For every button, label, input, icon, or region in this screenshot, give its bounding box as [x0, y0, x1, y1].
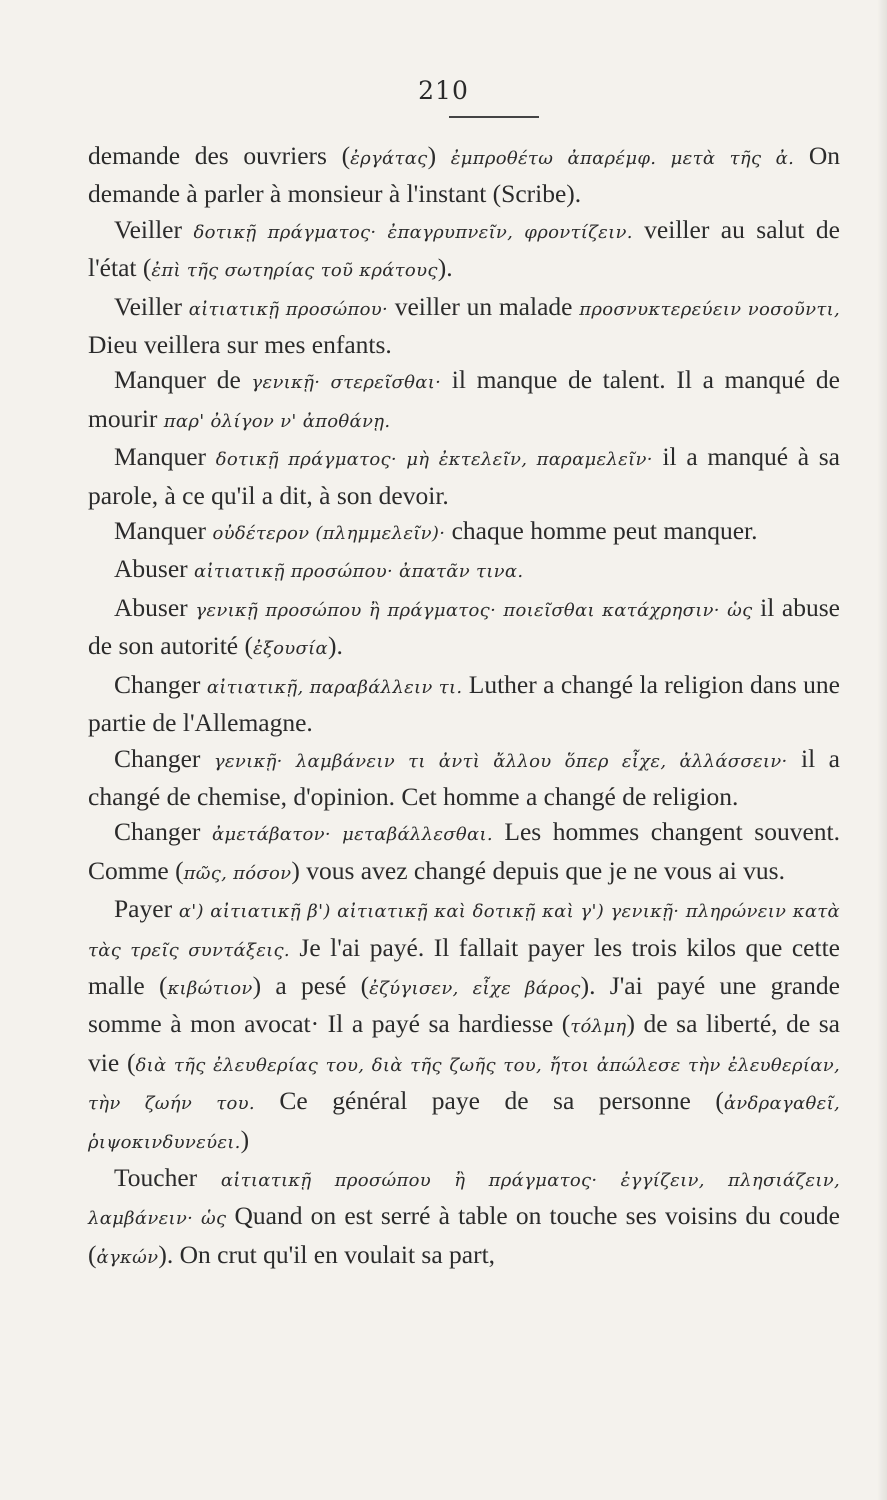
- french-text: Je l'ai payé. Il fallait payer les trois kilos que cette malle (: [88, 932, 840, 1000]
- paragraph: [88, 741, 840, 815]
- french-text: Les hommes changent souvent. Comme (: [88, 817, 840, 885]
- paragraph: [88, 590, 840, 667]
- paragraph: [88, 667, 840, 741]
- french-text: Changer: [114, 743, 214, 773]
- paragraph: [88, 814, 840, 891]
- french-text: il abuse de son autorité (: [88, 592, 840, 661]
- greek-text: ἀμετάβατον· μεταβάλλεσθαι.: [211, 824, 493, 846]
- french-text: Luther a changé la religion dans une partie de l'Allemagne.: [88, 669, 841, 738]
- greek-text: δοτικῇ πράγματος· μὴ ἐκτελεῖν, παραμελεῖν·: [215, 449, 653, 471]
- paragraph: [88, 513, 840, 551]
- french-text: On demande à parler à monsieur à l'instant (Scribe).: [88, 141, 840, 209]
- greek-text: γενικῇ· στερεῖσθαι·: [251, 372, 442, 394]
- greek-text: αἰτιατικῇ προσώπου· ἀπατᾶν τινα.: [194, 561, 524, 583]
- french-text: ) vous avez changé depuis que je ne vous ai vus.: [291, 855, 785, 885]
- french-text: Toucher: [114, 1162, 221, 1192]
- greek-text: ἐργάτας: [350, 148, 428, 169]
- paragraph: [88, 551, 840, 589]
- french-text: ).: [327, 631, 343, 661]
- greek-text: αἰτιατικῇ προσώπου ἢ πράγματος· ἐγγίζειν, πλησιάζειν, λαμβάνειν· ὡς: [88, 1169, 840, 1230]
- greek-text: δοτικῇ πράγματος· ἐπαγρυπνεῖν, φροντίζειν.: [193, 221, 633, 243]
- greek-text: τόλμη: [570, 1016, 627, 1038]
- greek-text: ἀνδραγαθεῖ, ῥιψοκινδυνεύει.: [88, 1093, 840, 1153]
- page-number: 210: [418, 76, 469, 105]
- french-text: ). On crut qu'il en voulait sa part,: [158, 1239, 496, 1269]
- body-text: [88, 138, 840, 1275]
- french-text: veiller un malade: [388, 291, 580, 321]
- french-text: Veiller: [114, 291, 189, 321]
- french-text: ) a pesé (: [252, 970, 370, 1000]
- paragraph: [88, 1160, 840, 1275]
- paragraph: [88, 891, 840, 1160]
- french-text: veiller au salut de l'état (: [88, 214, 840, 283]
- french-text: Quand on est serré à table on touche ses voisins du coude (: [88, 1201, 840, 1269]
- page-number-rule: [449, 116, 539, 118]
- french-text: Payer: [114, 894, 179, 924]
- greek-text: διὰ τῆς ἐλευθερίας του, διὰ τῆς ζωῆς του, ἤτοι ἀπώλεσε τὴν ἐλευθερίαν, τὴν ζωήν του.: [88, 1054, 840, 1115]
- french-text: Changer: [114, 817, 212, 847]
- greek-text: προσνυκτερεύειν νοσοῦντι,: [579, 298, 840, 320]
- greek-text: πῶς, πόσον: [183, 862, 292, 884]
- french-text: chaque homme peut manquer.: [445, 516, 758, 546]
- greek-text: ἐπὶ τῆς σωτηρίας τοῦ κράτους: [151, 260, 438, 282]
- french-text: demande des ouvriers (: [88, 141, 351, 170]
- greek-text: γενικῇ· λαμβάνειν τι ἀντὶ ἄλλου ὅπερ εἶχε, ἀλλάσσειν·: [213, 750, 788, 772]
- greek-text: αἰτιατικῇ προσώπου·: [188, 298, 389, 320]
- greek-text: ἐζύγισεν, εἶχε βάρος: [369, 977, 581, 999]
- greek-text: οὐδέτερον (πλημμελεῖν)·: [212, 523, 446, 545]
- paragraph: [88, 212, 840, 289]
- greek-text: αἰτιατικῇ, παραβάλλειν τι.: [206, 676, 463, 698]
- greek-text: παρ' ὀλίγον ν' ἀποθάνῃ.: [163, 410, 391, 432]
- french-text: Ce général paye de sa personne (: [254, 1086, 724, 1116]
- french-text: ): [427, 141, 451, 170]
- french-text: Abuser: [114, 592, 196, 622]
- paragraph: [88, 362, 840, 439]
- french-text: il a changé de chemise, d'opinion. Cet homme a changé de religion.: [88, 743, 841, 811]
- french-text: Manquer: [114, 516, 213, 546]
- paragraph: [88, 138, 840, 212]
- french-text: Veiller: [114, 214, 194, 244]
- french-text: Abuser: [114, 554, 195, 584]
- greek-text: ἀγκών: [96, 1246, 159, 1268]
- french-text: Manquer: [114, 442, 216, 472]
- scan-edge-shadow: [877, 0, 887, 1500]
- french-text: ). J'ai payé une grande somme à mon avocat· Il a payé sa hardiesse (: [88, 970, 840, 1039]
- french-text: Manquer de: [114, 365, 252, 395]
- greek-text: ἐξουσία: [253, 638, 328, 660]
- french-text: ): [240, 1124, 250, 1154]
- greek-text: γενικῇ προσώπου ἢ πράγματος· ποιεῖσθαι κατάχρησιν· ὡς: [195, 599, 753, 621]
- french-text: ).: [437, 253, 453, 283]
- french-text: il a manqué à sa parole, à ce qu'il a dit, à son devoir.: [88, 442, 840, 510]
- greek-text: α') αἰτιατικῇ β') αἰτιατικῇ καὶ δοτικῇ καὶ γ') γενικῇ· πληρώνειν κατὰ τὰς τρεῖς συντάξεις.: [88, 901, 840, 961]
- french-text: ) de sa liberté, de sa vie (: [88, 1009, 840, 1077]
- paragraph: [88, 289, 840, 363]
- french-text: Dieu veillera sur mes enfants.: [88, 330, 392, 360]
- paragraph: [88, 439, 840, 513]
- greek-text: κιβώτιον: [167, 977, 253, 999]
- greek-text: ἐμπροθέτω ἀπαρέμφ. μετὰ τῆς ἀ.: [450, 148, 795, 169]
- french-text: il manque de talent. Il a manqué de mourir: [88, 365, 840, 433]
- french-text: Changer: [114, 669, 207, 699]
